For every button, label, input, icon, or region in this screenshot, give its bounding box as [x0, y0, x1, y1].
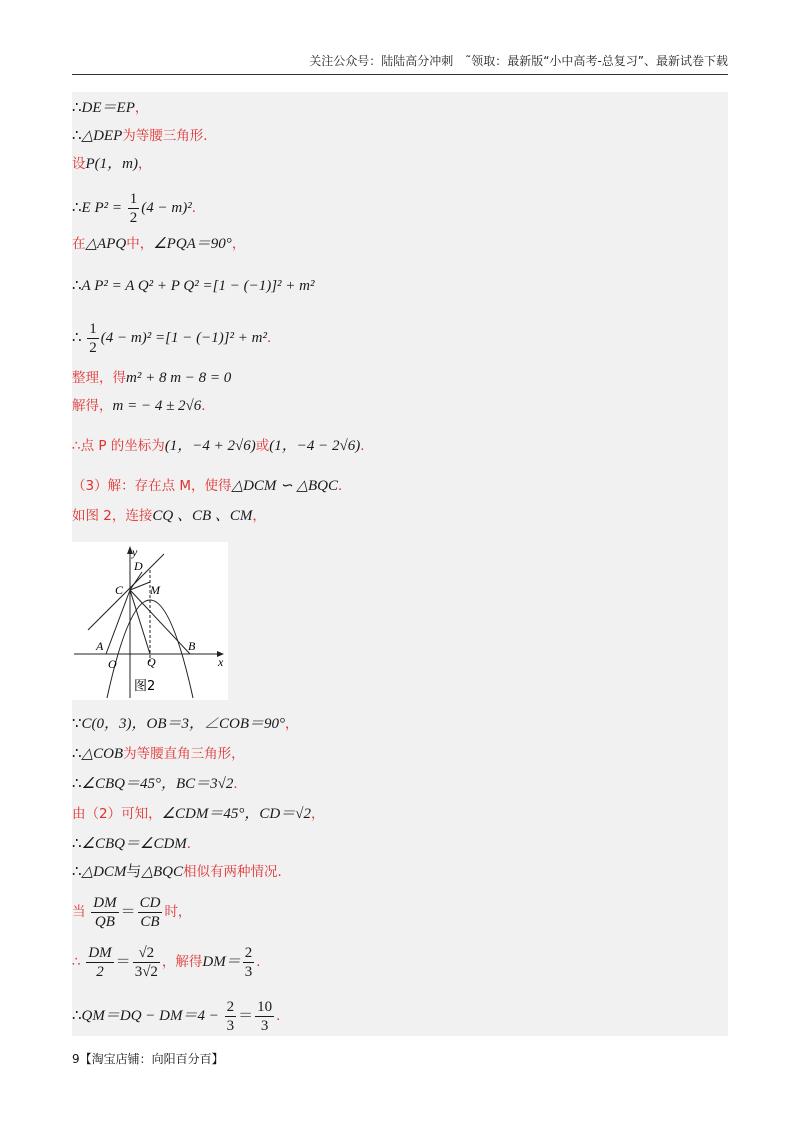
figure-caption: 图2 [134, 679, 156, 694]
solution-panel [72, 92, 728, 1036]
label-C: C [115, 583, 124, 597]
line-10: ∴点 P 的坐标为(1，−4 + 2√6)或(1，−4 − 2√6)． [72, 438, 374, 454]
line-7: ∴ $\frac{1}{2}$ (4 − m)² =[1 − (−1)]² + m²． [72, 321, 281, 356]
fraction: $\frac{√2}{3√2}$ [134, 945, 158, 980]
line-2: ∴△DEP为等腰三角形． [72, 128, 217, 144]
fraction: $\frac{1}{2}$ [129, 191, 138, 226]
label-y: y [132, 545, 138, 559]
fraction: $\frac{2}{3}$ [244, 945, 253, 980]
label-Q: Q [147, 655, 156, 669]
line-18: ∴△DCM与△BQC相似有两种情况． [72, 864, 291, 880]
fraction: $\frac{CD}{CB}$ [139, 895, 161, 930]
label-B: B [188, 639, 196, 653]
label-A: A [96, 639, 104, 653]
line-3: 设P(1，m)， [72, 156, 152, 172]
line-19: 当 $\frac{DM}{QB}$ ＝ $\frac{CD}{CB}$ 时， [72, 895, 192, 930]
page-footer [72, 1050, 224, 1067]
line-5: 在△APQ中，∠PQA＝90°， [72, 236, 246, 252]
parabola-diagram [72, 542, 228, 700]
footer-text: 9【淘宝店铺：向阳百分百】 [72, 1052, 224, 1066]
label-x: x [218, 655, 224, 669]
line-4: ∴E P² = $\frac{1}{2}$ (4 − m)²． [72, 191, 206, 226]
line-21: ∴QM＝DQ − DM＝4 − $\frac{2}{3}$ ＝ $\frac{10}{3}$ ． [72, 999, 290, 1034]
line-9: 解得，m = − 4 ± 2√6． [72, 398, 215, 414]
fraction: $\frac{10}{3}$ [257, 999, 273, 1034]
line-13: ∵C(0，3)，OB＝3，∠COB＝90°， [72, 716, 299, 732]
fraction: $\frac{DM}{2}$ [88, 945, 112, 980]
segment-CQ [130, 590, 150, 654]
label-O: O [108, 657, 117, 671]
header-text: 关注公众号：陆陆高分冲刺 ˜领取：最新版“小中高考-总复习”、最新试卷下载 [309, 54, 728, 68]
line-15: ∴∠CBQ＝45°，BC＝3√2． [72, 776, 247, 792]
line-17: ∴∠CBQ＝∠CDM． [72, 836, 201, 852]
label-M: M [150, 583, 160, 597]
label-D: D [134, 559, 143, 573]
fraction: $\frac{1}{2}$ [89, 321, 97, 356]
line-1: ∴DE＝EP， [72, 100, 149, 116]
line-12: 如图 2，连接CQ 、CB 、CM， [72, 508, 266, 524]
fraction: $\frac{2}{3}$ [226, 999, 235, 1034]
page-header [72, 52, 728, 75]
line-14: ∴△COB为等腰直角三角形， [72, 746, 245, 762]
fraction: $\frac{DM}{QB}$ [93, 895, 117, 930]
line-8: 整理，得m² + 8 m − 8 = 0 [72, 370, 232, 386]
line-11: （3）解：存在点 M，使得△DCM ∽ △BQC． [72, 478, 352, 494]
line-16: 由（2）可知，∠CDM＝45°，CD＝√2， [72, 806, 325, 822]
figure-2 [72, 542, 228, 700]
line-20: ∴ $\frac{DM}{2}$ ＝ $\frac{√2}{3√2}$ ，解得DM＝ $\frac{2}{3}$ ． [72, 945, 270, 980]
segment-CB [130, 590, 190, 654]
line-6: ∴A P² = A Q² + P Q² =[1 − (−1)]² + m² [72, 278, 315, 294]
